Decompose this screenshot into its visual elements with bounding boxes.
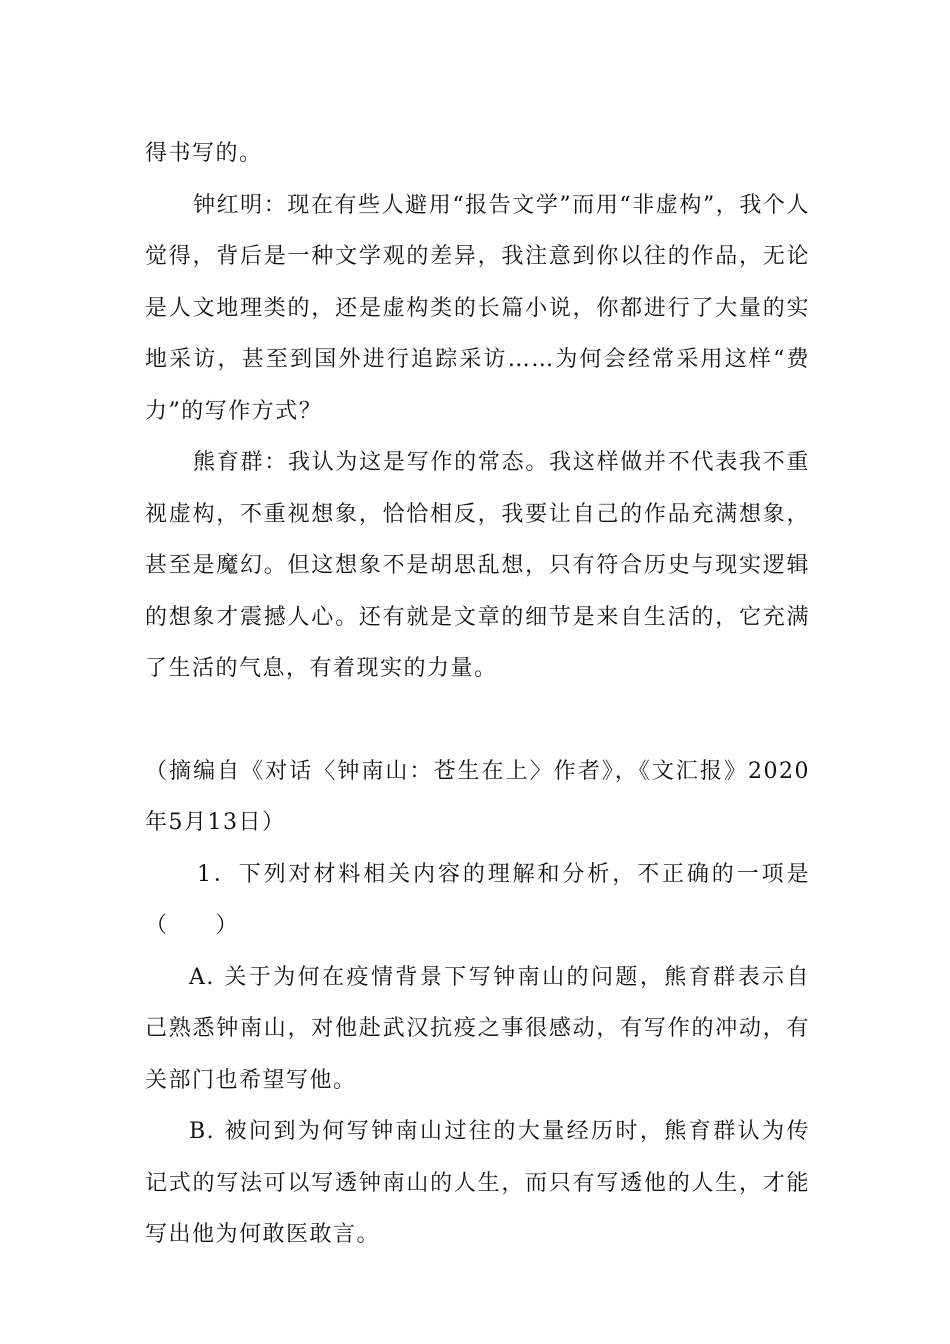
source-citation: （摘编自《对话〈钟南山：苍生在上〉作者》，《文汇报》2020年5月13日）: [145, 758, 810, 835]
option-b: B. 被问到为何写钟南山过往的大量经历时，熊育群认为传记式的写法可以写透钟南山的人生，而只有写透他的人生，才能写出他为何敢医敢言。: [145, 1119, 810, 1247]
paragraph-continuation: 得书写的。: [145, 141, 263, 166]
paragraph-zhong-hongming: 钟红明：现在有些人避用“报告文学”而用“非虚构”，我个人觉得，背后是一种文学观的差异，我注意到你以往的作品，无论是人文地理类的，还是虚构类的长篇小说，你都进行了大量的实地采访，甚至到国外进行追踪采访……为何会经常采用这样“费力”的写作方式？: [145, 192, 810, 424]
question-stem: 1．下列对材料相关内容的理解和分析，不正确的一项是（ ）: [145, 861, 810, 938]
option-a: A. 关于为何在疫情背景下写钟南山的问题，熊育群表示自己熟悉钟南山，对他赴武汉抗疫之事很感动，有写作的冲动，有关部门也希望写他。: [145, 964, 810, 1093]
document-page: [145, 128, 810, 1261]
paragraph-xiong-yuqun: 熊育群：我认为这是写作的常态。我这样做并不代表我不重视虚构，不重视想象，恰恰相反，我要让自己的作品充满想象，甚至是魔幻。但这想象不是胡思乱想，只有符合历史与现实逻辑的想象才震撼人心。还有就是文章的细节是来自生活的，它充满了生活的气息，有着现实的力量。: [145, 450, 810, 681]
spacer: [145, 695, 810, 746]
